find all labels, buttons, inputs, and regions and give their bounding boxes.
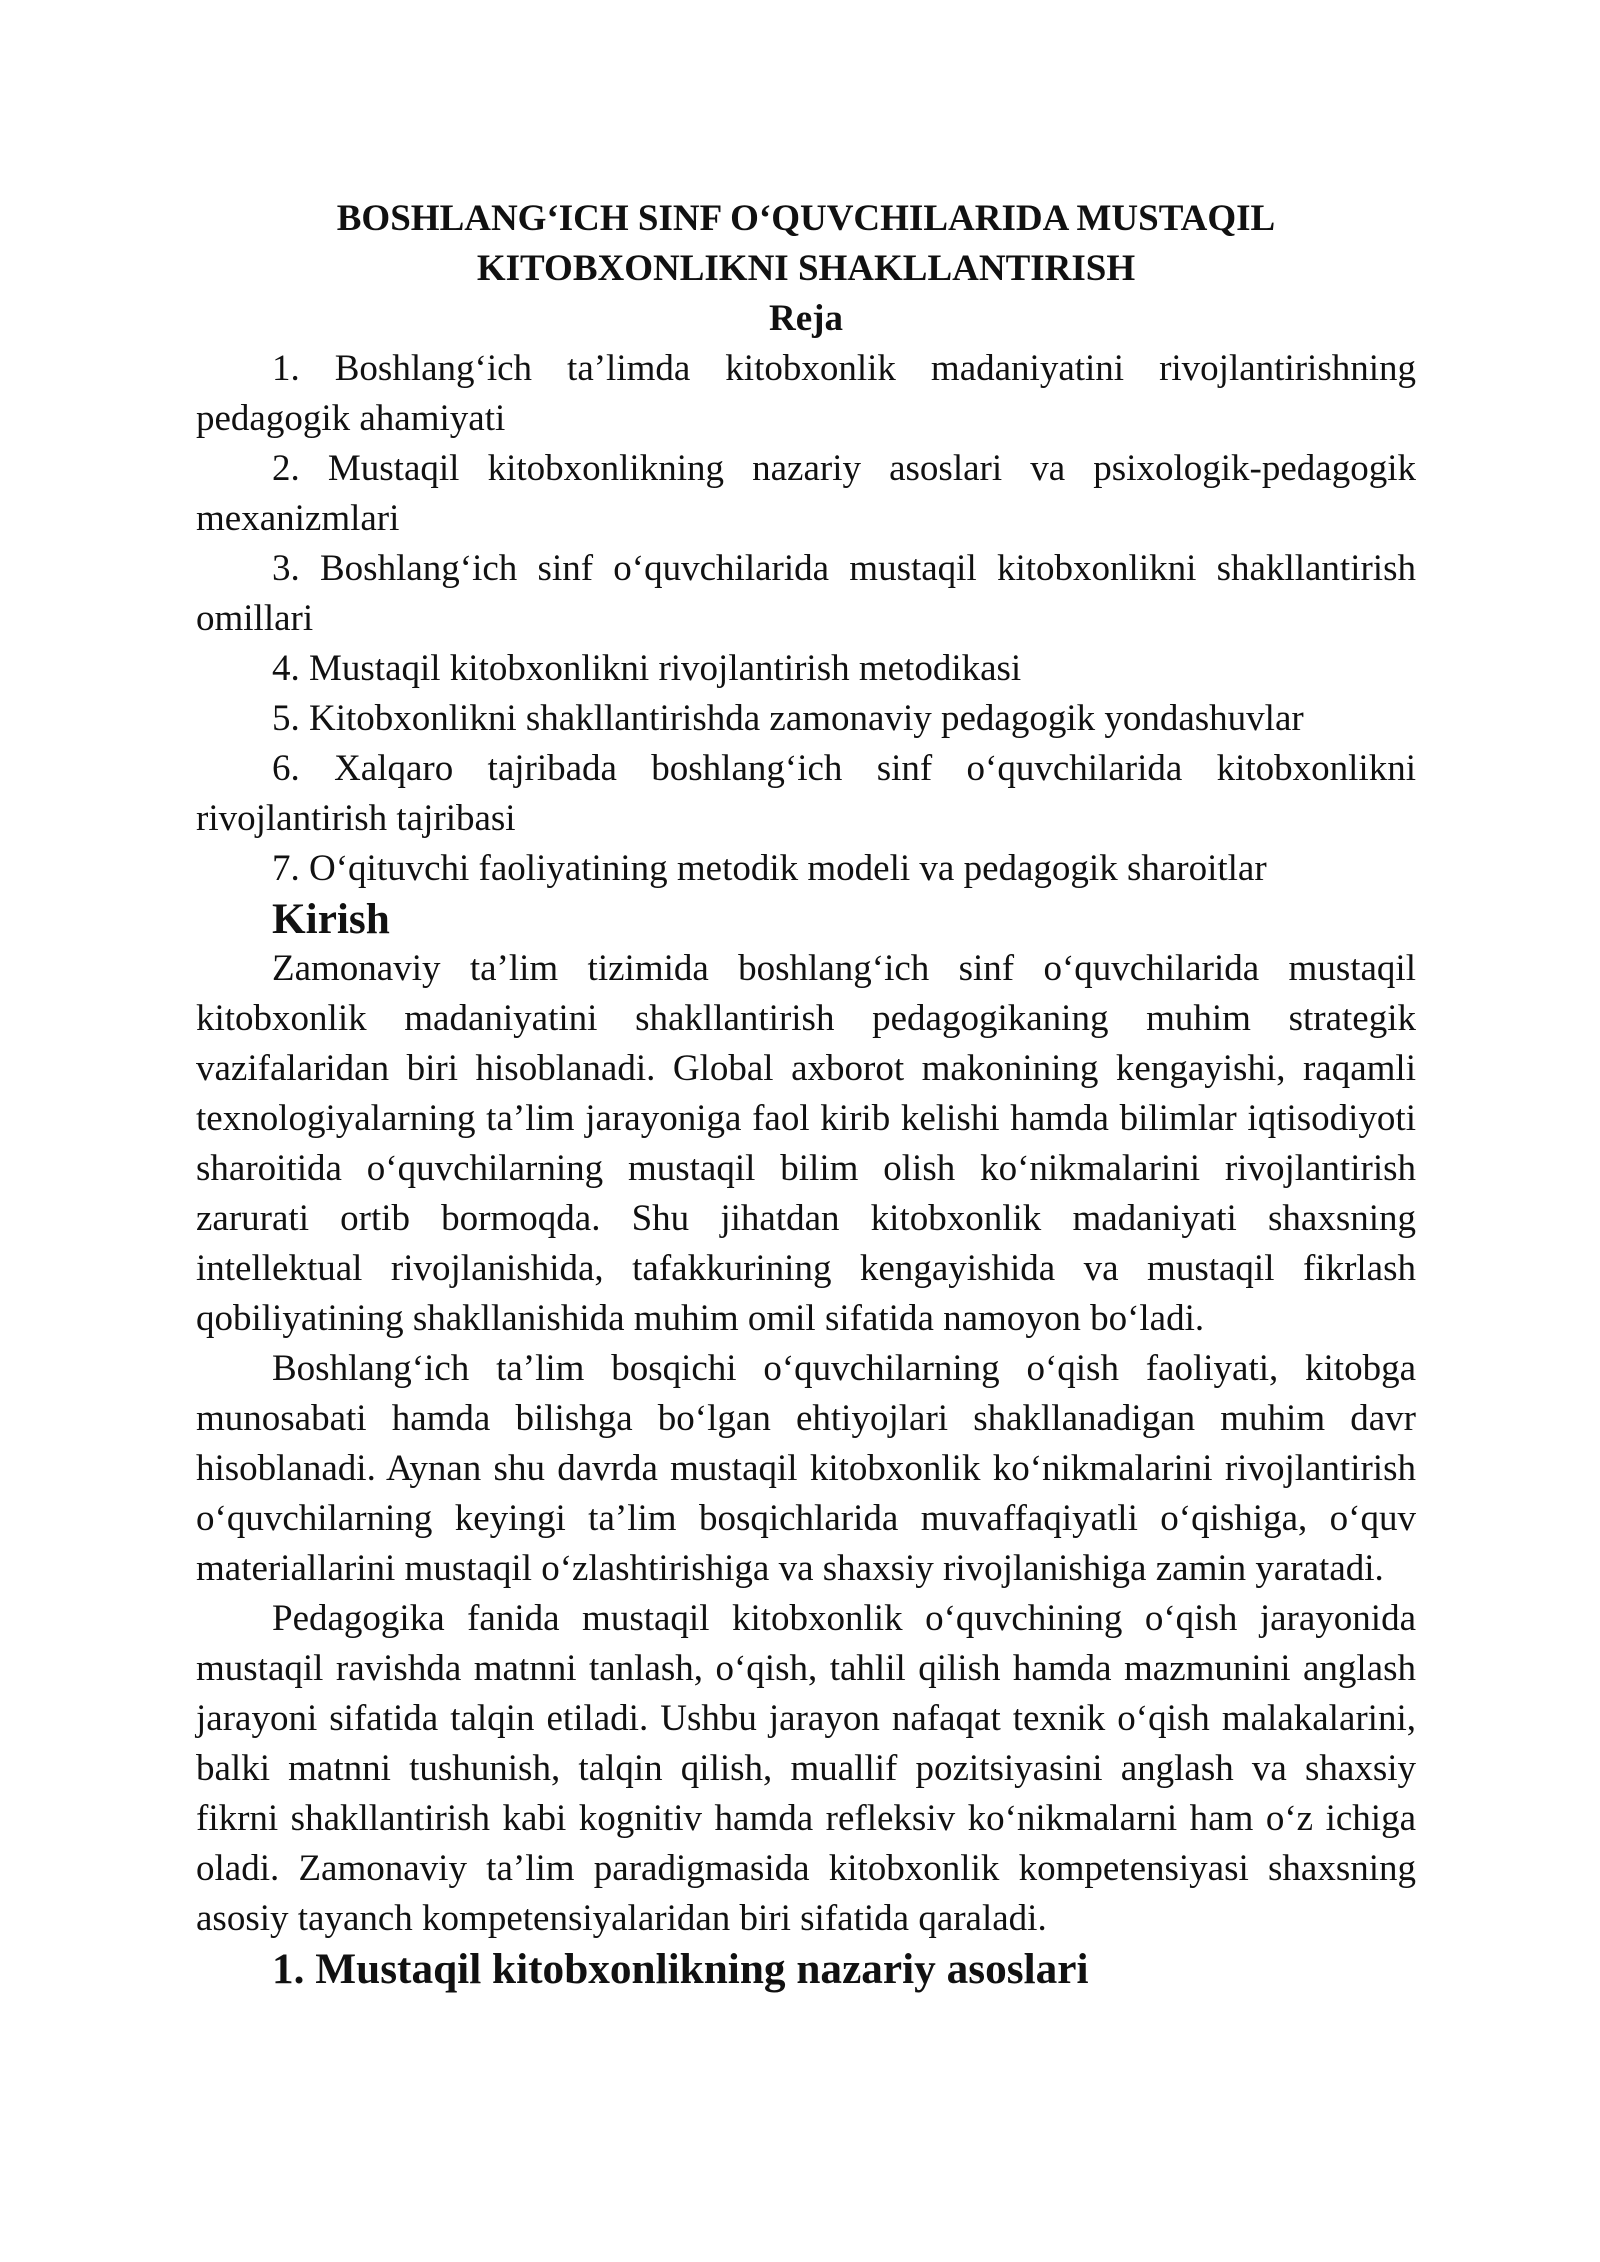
document-title — [196, 194, 1416, 294]
plan-heading: Reja — [769, 298, 843, 339]
plan-item-4: 4. Mustaqil kitobxonlikni rivojlantirish metodikasi — [272, 648, 1022, 689]
intro-heading: Kirish — [272, 895, 390, 943]
title-line-2: KITOBXONLIKNI SHAKLLANTIRISH — [476, 248, 1136, 289]
intro-paragraph-2: Boshlang‘ich ta’lim bosqichi o‘quvchilarning o‘qish faoliyati, kitobga munosabati hamda bilishga bo‘lgan ehtiyojlari shakllanadigan muhim davr hisoblanadi. Aynan shu davrda mustaqil kitobxonlik ko‘nikmalarini rivojlantirish o‘quvchilarning keyingi ta’lim bosqichlarida muvaffaqiyatli o‘qishiga, o‘quv materiallarini mustaqil o‘zlashtirishiga va shaxsiy rivojlanishiga zamin yaratadi. — [196, 1348, 1416, 1589]
plan-item-5: 5. Kitobxonlikni shakllantirishda zamonaviy pedagogik yondashuvlar — [272, 698, 1304, 739]
plan-list — [196, 344, 1416, 894]
section-heading: 1. Mustaqil kitobxonlikning nazariy asoslari — [272, 1945, 1089, 1993]
plan-item-1: 1. Boshlang‘ich ta’limda kitobxonlik madaniyatini rivojlantirishning pedagogik ahamiyati — [196, 348, 1416, 439]
plan-item-6: 6. Xalqaro tajribada boshlang‘ich sinf o‘quvchilarida kitobxonlikni rivojlantirish tajribasi — [196, 748, 1416, 839]
plan-item-3: 3. Boshlang‘ich sinf o‘quvchilarida mustaqil kitobxonlikni shakllantirish omillari — [196, 548, 1416, 639]
plan-item-7: 7. O‘qituvchi faoliyatining metodik modeli va pedagogik sharoitlar — [272, 848, 1267, 889]
document-page — [196, 194, 1416, 1994]
intro-paragraph-3: Pedagogika fanida mustaqil kitobxonlik o‘quvchining o‘qish jarayonida mustaqil ravishda matnni tanlash, o‘qish, tahlil qilish hamda mazmunini anglash jarayoni sifatida talqin etiladi. Ushbu jarayon nafaqat texnik o‘qish malakalarini, balki matnni tushunish, talqin qilish, muallif pozitsiyasini anglash va shaxsiy fikrni shakllantirish kabi kognitiv hamda refleksiv ko‘nikmalarni ham o‘z ichiga oladi. Zamonaviy ta’lim paradigmasida kitobxonlik kompetensiyasi shaxsning asosiy tayanch kompetensiyalaridan biri sifatida qaraladi. — [196, 1598, 1416, 1939]
title-line-1: BOSHLANG‘ICH SINF O‘QUVCHILARIDA MUSTAQIL — [336, 198, 1276, 239]
intro-paragraph-1: Zamonaviy ta’lim tizimida boshlang‘ich sinf o‘quvchilarida mustaqil kitobxonlik madaniyatini shakllantirish pedagogikaning muhim strategik vazifalaridan biri hisoblanadi. Global axborot makonining kengayishi, raqamli texnologiyalarning ta’lim jarayoniga faol kirib kelishi hamda bilimlar iqtisodiyoti sharoitida o‘quvchilarning mustaqil bilim olish ko‘nikmalarini rivojlantirish zarurati ortib bormoqda. Shu jihatdan kitobxonlik madaniyati shaxsning intellektual rivojlanishida, tafakkurining kengayishida va mustaqil fikrlash qobiliyatining shakllanishida muhim omil sifatida namoyon bo‘ladi. — [196, 948, 1416, 1339]
plan-item-2: 2. Mustaqil kitobxonlikning nazariy asoslari va psixologik-pedagogik mexanizmlari — [196, 448, 1416, 539]
